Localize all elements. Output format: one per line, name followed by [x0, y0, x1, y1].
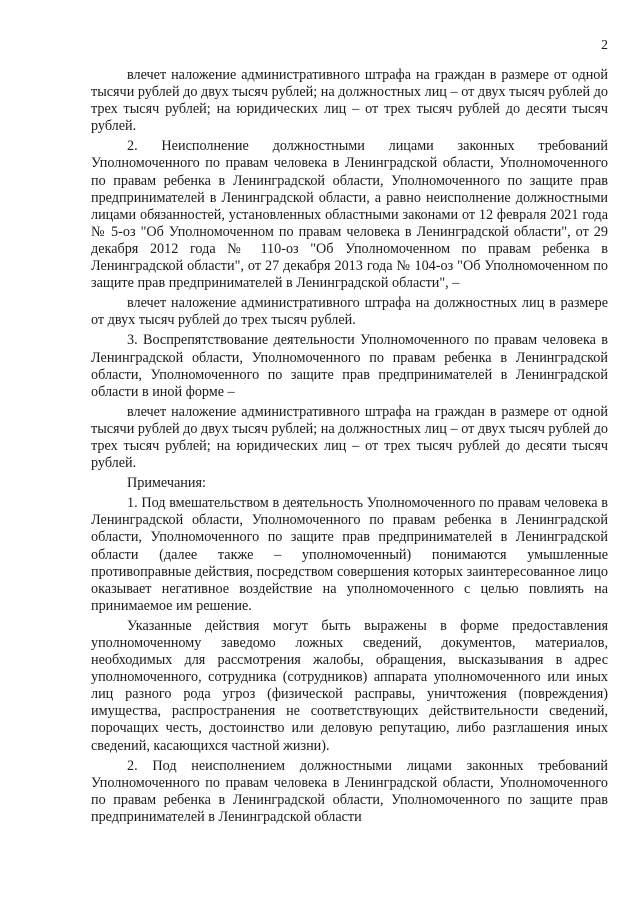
notes-heading: Примечания:	[127, 475, 206, 492]
paragraph-article-3: 3. Воспрепятствование деятельности Уполномоченного по правам человека в Ленинградской области, Уполномоченного по правам ребенка в Ленинградской области, Уполномоченного по защите прав предпринимателей в Ленинградской области в иной форме –	[91, 332, 608, 400]
paragraph-penalty-1: влечет наложение административного штрафа на граждан в размере от одной тысячи рублей до двух тысяч рублей; на должностных лиц – от двух тысяч рублей до трех тысяч рублей; на юридических лиц – от трех тысяч рублей до десяти тысяч рублей.	[91, 67, 608, 135]
paragraph-note-1: 1. Под вмешательством в деятельность Уполномоченного по правам человека в Ленинградской области, Уполномоченного по правам ребенка в Ленинградской области, Уполномоченного по защите прав предпринимателей в Ленинградской области (далее также – уполномоченный) понимаются умышленные противоправные действия, посредством совершения которых заинтересованное лицо оказывает негативное воздействие на уполномоченного с целью повлиять на принимаемое им решение.	[91, 495, 608, 614]
paragraph-note-1-details: Указанные действия могут быть выражены в форме предоставления уполномоченному заведомо ложных сведений, документов, материалов, необходимых для рассмотрения жалобы, обращения, высказывания в адрес уполномоченного, сотрудника (сотрудников) аппарата уполномоченного или иных лиц разного рода угроз (физической расправы, уничтожения (повреждения) имущества, распространения не соответствующих действительности сведений, порочащих честь, достоинство или деловую репутацию, либо разглашения иных сведений, касающихся частной жизни).	[91, 617, 608, 754]
page-number: 2	[601, 38, 608, 53]
document-body	[91, 67, 608, 829]
paragraph-article-2: 2. Неисполнение должностными лицами законных требований Уполномоченного по правам человека в Ленинградской области, Уполномоченного по правам ребенка в Ленинградской области, Уполномоченного по защите прав предпринимателей в Ленинградской области, а равно неисполнение должностными лицами обязанностей, установленных областными законами от 12 февраля 2021 года № 5-оз "Об Уполномоченном по правам человека в Ленинградской области", от 29 декабря 2012 года № 110-оз "Об Уполномоченном по правам ребенка в Ленинградской области", от 27 декабря 2013 года № 104-оз "Об Уполномоченном по защите прав предпринимателей в Ленинградской области", –	[91, 138, 608, 292]
paragraph-penalty-3: влечет наложение административного штрафа на граждан в размере от одной тысячи рублей до двух тысяч рублей; на должностных лиц – от двух тысяч рублей до трех тысяч рублей; на юридических лиц – от трех тысяч рублей до десяти тысяч рублей.	[91, 403, 608, 472]
paragraph-note-2: 2. Под неисполнением должностными лицами законных требований Уполномоченного по правам человека в Ленинградской области, Уполномоченного по правам ребенка в Ленинградской области, Уполномоченного по защите прав предпринимателей в Ленинградской области	[91, 757, 608, 825]
paragraph-penalty-2: влечет наложение административного штрафа на должностных лиц в размере от двух тысяч рублей до трех тысяч рублей.	[91, 295, 608, 329]
